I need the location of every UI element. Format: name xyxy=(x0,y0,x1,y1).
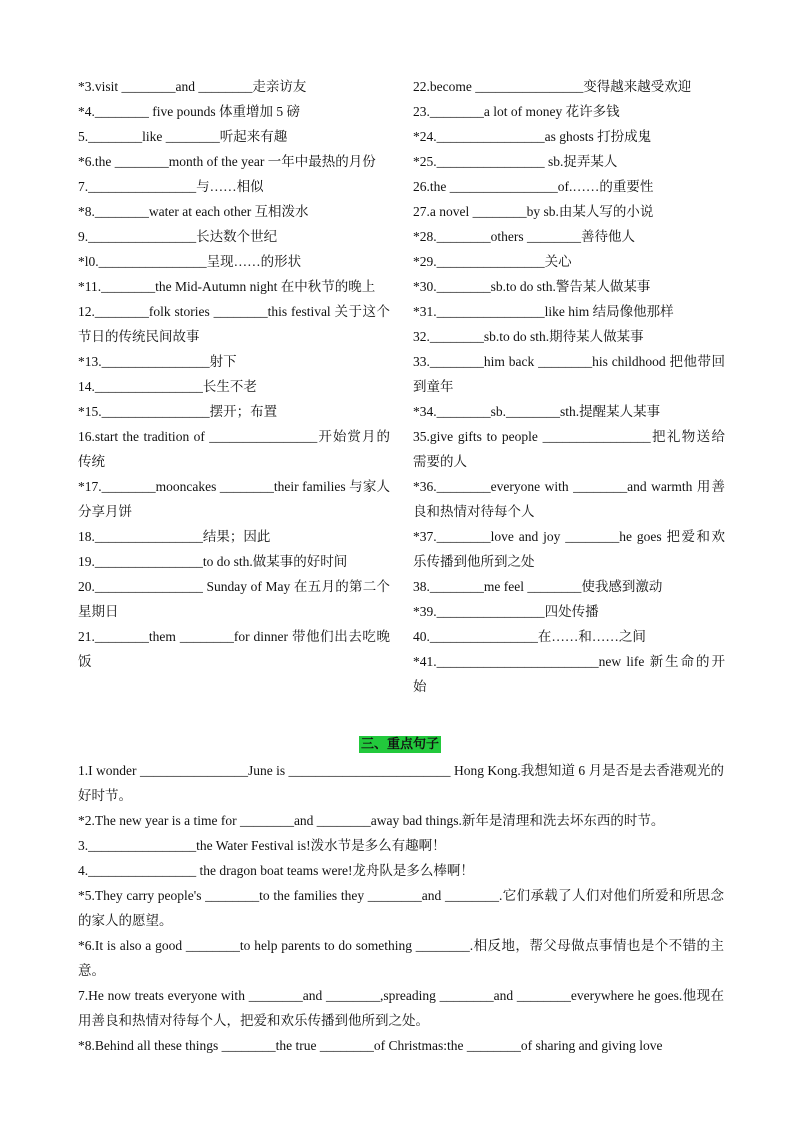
phrase-item: *36.________everyone with ________and warmth 用善良和热情对待每个人 xyxy=(413,479,725,519)
phrase-column-left xyxy=(78,74,390,674)
phrase-item: *15.________________摆开；布置 xyxy=(78,404,278,419)
phrase-item: 40.________________在……和……之间 xyxy=(413,629,646,644)
phrase-item: 27.a novel ________by sb.由某人写的小说 xyxy=(413,204,654,219)
phrase-item: 7.________________与……相似 xyxy=(78,179,264,194)
sentence-item: *8.Behind all these things ________the true ________of Christmas:the ________of sharing and giving love xyxy=(78,1038,663,1053)
phrase-item: 33.________him back ________his childhood 把他带回到童年 xyxy=(413,354,725,394)
phrase-item: 18.________________结果；因此 xyxy=(78,529,271,544)
sentence-item: *2.The new year is a time for ________and ________away bad things.新年是清理和洗去坏东西的时节。 xyxy=(78,813,665,828)
section-header-row xyxy=(0,733,800,752)
phrase-item: *41.________________________new life 新生命的开始 xyxy=(413,654,725,694)
phrase-item: *6.the ________month of the year 一年中最热的月份 xyxy=(78,154,376,169)
phrase-item: *25.________________ sb.捉弄某人 xyxy=(413,154,618,169)
phrase-item: 35.give gifts to people ________________把礼物送给需要的人 xyxy=(413,429,725,469)
phrase-item: *17.________mooncakes ________their families 与家人分享月饼 xyxy=(78,479,390,519)
phrase-item: *8.________water at each other 互相泼水 xyxy=(78,204,309,219)
phrase-item: 16.start the tradition of ________________开始赏月的传统 xyxy=(78,429,390,469)
section-header: 三、重点句子 xyxy=(360,737,439,752)
phrase-item: *l0.________________呈现……的形状 xyxy=(78,254,302,269)
phrase-item: 19.________________to do sth.做某事的好时间 xyxy=(78,554,348,569)
phrase-item: 22.become ________________变得越来越受欢迎 xyxy=(413,79,692,94)
sentence-item: 7.He now treats everyone with ________and ________,spreading ________and ________everywhere he goes.他现在用善良和热情对待每个人，把爱和欢乐传播到他所到之处。 xyxy=(78,988,724,1028)
phrase-item: *30.________sb.to do sth.警告某人做某事 xyxy=(413,279,651,294)
phrase-item: *24.________________as ghosts 打扮成鬼 xyxy=(413,129,652,144)
sentence-item: 1.I wonder ________________June is ________________________ Hong Kong.我想知道 6 月是否是去香港观光的好时节。 xyxy=(78,763,724,803)
phrase-item: 23.________a lot of money 花许多钱 xyxy=(413,104,620,119)
phrase-item: *37.________love and joy ________he goes 把爱和欢乐传播到他所到之处 xyxy=(413,529,725,569)
phrase-item: *11.________the Mid-Autumn night 在中秋节的晚上 xyxy=(78,279,376,294)
phrase-item: 38.________me feel ________使我感到激动 xyxy=(413,579,663,594)
phrase-item: 21.________them ________for dinner 带他们出去吃晚饭 xyxy=(78,629,390,669)
phrase-item: *13.________________射下 xyxy=(78,354,237,369)
key-sentences xyxy=(78,758,724,1058)
sentence-item: *6.It is also a good ________to help parents to do something ________.相反地，帮父母做点事情也是个不错的主意。 xyxy=(78,938,724,978)
phrase-item: *4.________ five pounds 体重增加 5 磅 xyxy=(78,104,300,119)
phrase-item: 20.________________ Sunday of May 在五月的第二个星期日 xyxy=(78,579,390,619)
phrase-item: *29.________________关心 xyxy=(413,254,572,269)
phrase-item: 12.________folk stories ________this festival 关于这个节日的传统民间故事 xyxy=(78,304,390,344)
sentence-item: 4.________________ the dragon boat teams were!龙舟队是多么棒啊！ xyxy=(78,863,474,878)
phrase-item: 9.________________长达数个世纪 xyxy=(78,229,278,244)
phrase-item: *28.________others ________善待他人 xyxy=(413,229,635,244)
sentence-item: 3.________________the Water Festival is!泼水节是多么有趣啊！ xyxy=(78,838,446,853)
phrase-item: 26.the ________________of.……的重要性 xyxy=(413,179,654,194)
phrase-item: 14.________________长生不老 xyxy=(78,379,257,394)
phrase-item: *31.________________like him 结局像他那样 xyxy=(413,304,674,319)
phrase-item: 32.________sb.to do sth.期待某人做某事 xyxy=(413,329,644,344)
phrase-column-right xyxy=(413,74,725,699)
phrase-item: *34.________sb.________sth.提醒某人某事 xyxy=(413,404,661,419)
phrase-item: *39.________________四处传播 xyxy=(413,604,599,619)
sentence-item: *5.They carry people's ________to the families they ________and ________.它们承载了人们对他们所爱和所思念的家人的愿望。 xyxy=(78,888,724,928)
phrase-item: *3.visit ________and ________走亲访友 xyxy=(78,79,307,94)
phrase-item: 5.________like ________听起来有趣 xyxy=(78,129,288,144)
